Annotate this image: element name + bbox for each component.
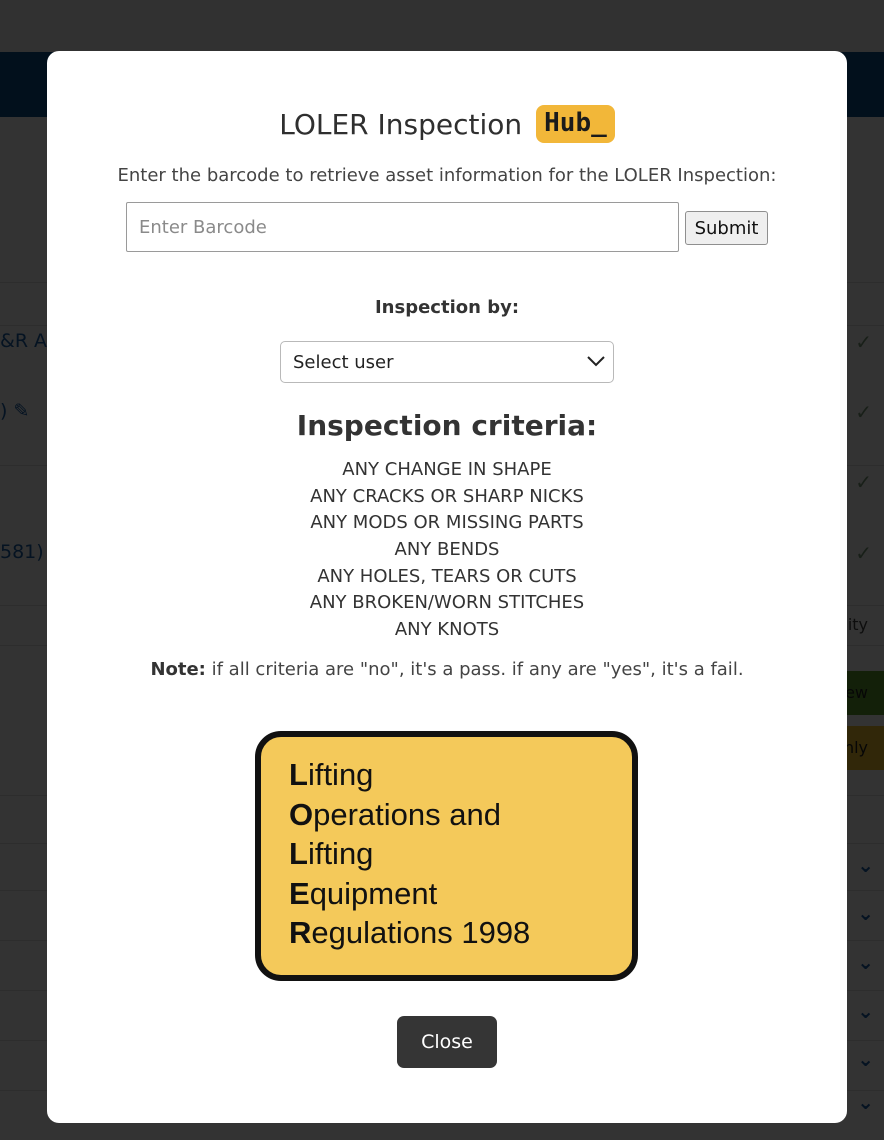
sign-initial: O [289,796,314,832]
sign-line [289,913,632,953]
sign-rest: egulations 1998 [311,915,531,950]
sign-rest: perations and [313,796,501,832]
criteria-item: ANY KNOTS [394,619,500,641]
hub-logo: Hub_ [536,105,615,143]
barcode-instruction: Enter the barcode to retrieve asset information for the LOLER Inspection: [117,165,777,186]
chevron-down-icon [585,351,607,371]
modal-title: LOLER Inspection [279,107,523,141]
note-text: if all criteria are "no", it's a pass. if any are "yes", it's a fail. [205,659,744,680]
criteria-item: ANY HOLES, TEARS OR CUTS [317,565,577,587]
criteria-item: ANY MODS OR MISSING PARTS [310,512,584,534]
criteria-item: ANY CRACKS OR SHARP NICKS [310,485,584,507]
criteria-item: ANY BENDS [394,539,500,561]
submit-button[interactable]: Submit [685,211,768,245]
sign-initial: L [289,757,308,792]
sign-rest: ifting [307,757,374,792]
user-select[interactable] [280,341,614,383]
sign-rest: ifting [307,836,374,871]
note-label: Note: [150,659,206,680]
loler-sign-image [255,731,638,981]
barcode-input[interactable] [126,202,679,252]
criteria-item: ANY CHANGE IN SHAPE [342,459,552,480]
sign-line [289,834,632,874]
criteria-heading: Inspection criteria: [296,409,598,442]
sign-line [289,755,632,795]
sign-line [289,874,632,914]
sign-initial: L [289,836,308,871]
criteria-list [47,457,847,644]
close-button[interactable]: Close [397,1016,497,1068]
criteria-item: ANY BROKEN/WORN STITCHES [309,592,585,614]
sign-rest: quipment [309,875,438,911]
loler-inspection-modal [47,51,847,1123]
modal-header [47,105,847,143]
sign-line [289,795,632,835]
user-select-value: Select user [293,352,394,373]
sign-initial: E [289,875,310,911]
pass-fail-note [47,659,847,680]
inspection-by-label: Inspection by: [374,297,520,318]
sign-initial: R [289,915,312,950]
